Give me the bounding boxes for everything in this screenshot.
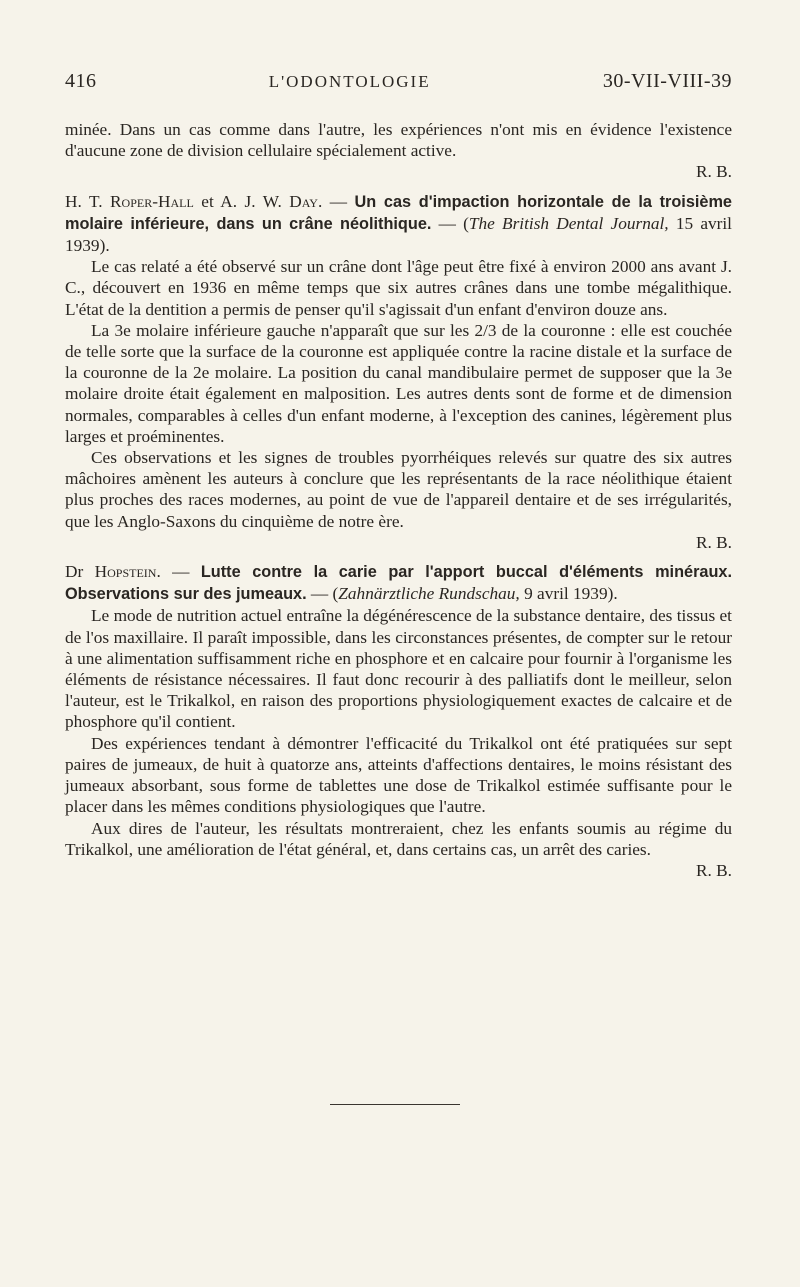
journal-title: L'ODONTOLOGIE	[268, 72, 431, 91]
dash: . —	[156, 562, 201, 582]
continued-paragraph: minée. Dans un cas comme dans l'autre, les expériences n'ont mis en évidence l'existence d'aucune zone de division cellulaire spécialement active.	[65, 120, 732, 161]
article-title: Un cas d'impaction horizontale de la troisième molaire inférieure, dans un crâne néolithique.	[65, 192, 732, 233]
signature: R. B.	[695, 162, 732, 182]
issue-date: 30-VII-VIII-39	[602, 70, 732, 92]
signature: R. B.	[695, 532, 732, 552]
source-journal: Zahnärztliche Rundschau,	[338, 584, 520, 604]
author-prefix: Dr	[65, 562, 95, 582]
source-journal: The British Dental Journal,	[468, 213, 669, 233]
end-rule	[330, 1104, 460, 1105]
authors-mid: et A. J. W.	[193, 191, 290, 211]
body-paragraph: Des expériences tendant à démontrer l'efficacité du Trikalkol ont été pratiquées sur sept paires de jumeaux, de huit à quatorze ans, atteints d'affections dentaires, le moins résistant des jumeaux absorbant, sous forme de tablettes une dose de Trikalkol estimée suffisante pour le placer dans les mêmes conditions physiologiques que l'autre.	[65, 733, 732, 817]
source-date: 15 avril 1939).	[65, 213, 732, 256]
source-open: — (	[306, 584, 339, 604]
entry-heading	[65, 191, 732, 257]
body-paragraph: Ces observations et les signes de troubles pyorrhéiques relevés sur quatre des six autres mâchoires amènent les auteurs à conclure que les représentants de la race néolithique étaient plus proches des races modernes, au point de vue de l'appareil dentaire et de ses irrégularités, que les Anglo-Saxons du cinquième de notre ère.	[65, 448, 732, 531]
dash: . —	[317, 191, 355, 211]
article-title: Lutte contre la carie par l'apport buccal d'éléments minéraux. Observations sur des jumeaux.	[65, 563, 732, 604]
signature: R. B.	[695, 860, 732, 880]
review-entry-1	[65, 191, 732, 553]
author-name: Hopstein	[94, 562, 157, 582]
authors-prefix: H. T.	[65, 191, 111, 211]
body-paragraph: Le cas relaté a été observé sur un crâne dont l'âge peut être fixé à environ 2000 ans avant J. C., découvert en 1936 en même temps que six autres crânes dans une tombe mégalithique. L'état de la dentition a permis de penser qu'il s'agissait d'un enfant d'environ douze ans.	[65, 257, 732, 319]
entry-heading	[65, 561, 732, 605]
review-entry-2	[65, 561, 732, 881]
source-date: 9 avril 1939).	[519, 584, 618, 604]
author-name: Day	[289, 191, 318, 211]
body-paragraph: La 3e molaire inférieure gauche n'apparaît que sur les 2/3 de la couronne : elle est couchée de telle sorte que la surface de la couronne est appliquée contre la racine distale et la surface de la couronne de la 2e molaire. La position du canal mandibulaire permet de supposer que la 3e molaire droite était également en malposition. Les autres dents sont de forme et de dimension normales, comparables à celles d'un enfant moderne, à l'exception des canines, légèrement plus larges et proéminentes.	[65, 320, 732, 446]
author-name: Roper-Hall	[110, 191, 194, 211]
source-open: — (	[431, 213, 469, 233]
document-page	[65, 70, 732, 881]
body-paragraph: Le mode de nutrition actuel entraîne la dégénérescence de la substance dentaire, des tissus et de l'os maxillaire. Il paraît impossible, dans les circonstances présentes, de compter sur le retour à une alimentation suffisamment riche en phosphore et en calcaire pour fournir à l'organisme les éléments de résistance nécessaires. Il faut donc recourir à des palliatifs dont le meilleur, selon l'auteur, est le Trikalkol, en raison des proportions physiologiquement exactes de calcaire et de phosphore qu'il contient.	[65, 606, 732, 732]
page-number: 416	[65, 70, 97, 92]
running-header	[65, 70, 732, 93]
body-paragraph: Aux dires de l'auteur, les résultats montreraient, chez les enfants soumis au régime du Trikalkol, une amélioration de l'état général, et, dans certains cas, un arrêt des caries.	[65, 818, 732, 859]
